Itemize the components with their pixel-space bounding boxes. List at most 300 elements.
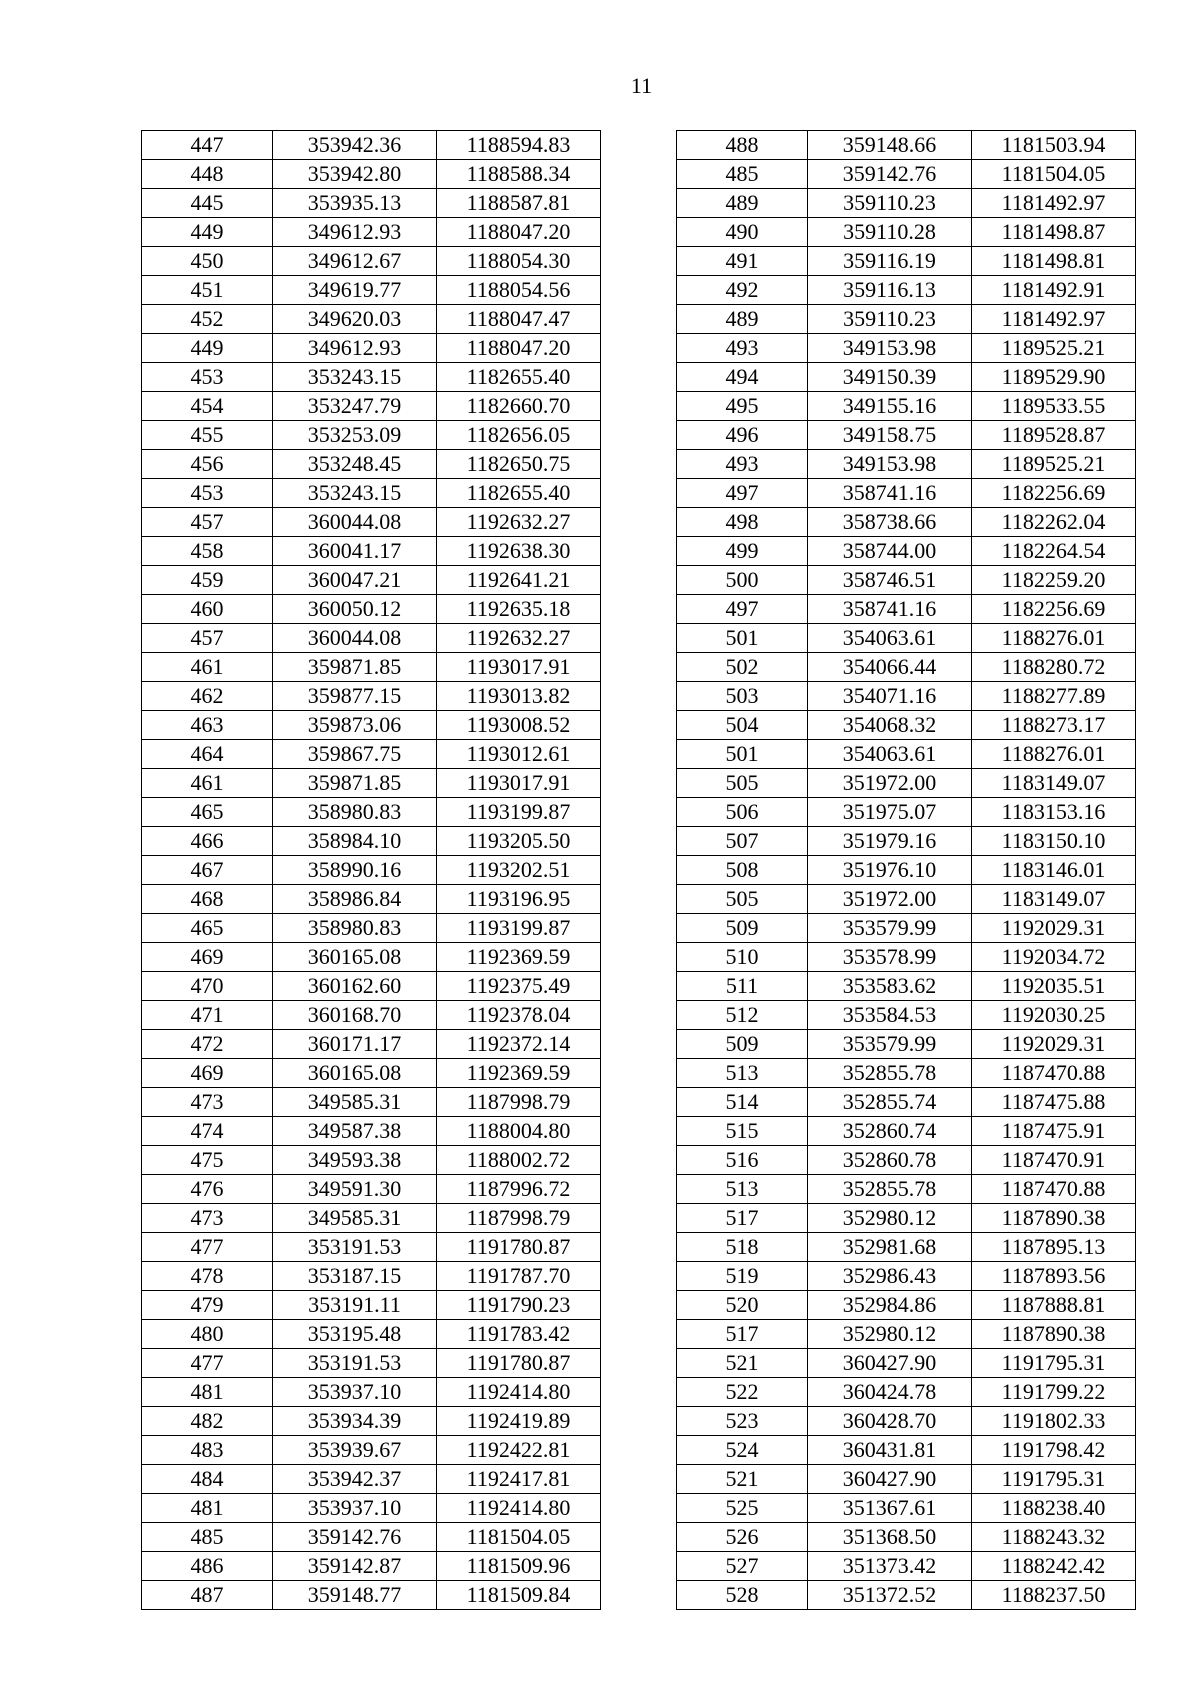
- y-coordinate-cell: 1182650.75: [437, 450, 601, 479]
- point-number-cell: 459: [142, 566, 273, 595]
- x-coordinate-cell: 360171.17: [273, 1030, 437, 1059]
- point-number-cell: 471: [142, 1001, 273, 1030]
- x-coordinate-cell: 349593.38: [273, 1146, 437, 1175]
- table-row: [142, 1059, 601, 1088]
- point-number-cell: 507: [677, 827, 808, 856]
- y-coordinate-cell: 1191798.42: [972, 1436, 1136, 1465]
- y-coordinate-cell: 1187996.72: [437, 1175, 601, 1204]
- table-row: [677, 1378, 1136, 1407]
- x-coordinate-cell: 360047.21: [273, 566, 437, 595]
- x-coordinate-cell: 360050.12: [273, 595, 437, 624]
- y-coordinate-cell: 1192414.80: [437, 1494, 601, 1523]
- point-number-cell: 511: [677, 972, 808, 1001]
- x-coordinate-cell: 358980.83: [273, 914, 437, 943]
- x-coordinate-cell: 360424.78: [808, 1378, 972, 1407]
- x-coordinate-cell: 358984.10: [273, 827, 437, 856]
- x-coordinate-cell: 353579.99: [808, 1030, 972, 1059]
- x-coordinate-cell: 353247.79: [273, 392, 437, 421]
- table-row: [677, 624, 1136, 653]
- y-coordinate-cell: 1192422.81: [437, 1436, 601, 1465]
- y-coordinate-cell: 1188594.83: [437, 131, 601, 160]
- y-coordinate-cell: 1183153.16: [972, 798, 1136, 827]
- table-row: [142, 247, 601, 276]
- point-number-cell: 524: [677, 1436, 808, 1465]
- x-coordinate-cell: 351976.10: [808, 856, 972, 885]
- table-row: [142, 1030, 601, 1059]
- x-coordinate-cell: 352855.78: [808, 1059, 972, 1088]
- y-coordinate-cell: 1193017.91: [437, 769, 601, 798]
- point-number-cell: 481: [142, 1378, 273, 1407]
- point-number-cell: 525: [677, 1494, 808, 1523]
- x-coordinate-cell: 358986.84: [273, 885, 437, 914]
- point-number-cell: 518: [677, 1233, 808, 1262]
- y-coordinate-cell: 1188277.89: [972, 682, 1136, 711]
- y-coordinate-cell: 1188047.20: [437, 334, 601, 363]
- x-coordinate-cell: 353942.80: [273, 160, 437, 189]
- table-row: [677, 1552, 1136, 1581]
- y-coordinate-cell: 1188238.40: [972, 1494, 1136, 1523]
- point-number-cell: 455: [142, 421, 273, 450]
- table-row: [142, 1001, 601, 1030]
- y-coordinate-cell: 1192378.04: [437, 1001, 601, 1030]
- x-coordinate-cell: 353195.48: [273, 1320, 437, 1349]
- y-coordinate-cell: 1187470.88: [972, 1175, 1136, 1204]
- point-number-cell: 503: [677, 682, 808, 711]
- x-coordinate-cell: 360427.90: [808, 1465, 972, 1494]
- x-coordinate-cell: 360427.90: [808, 1349, 972, 1378]
- y-coordinate-cell: 1187998.79: [437, 1204, 601, 1233]
- x-coordinate-cell: 349158.75: [808, 421, 972, 450]
- x-coordinate-cell: 352980.12: [808, 1204, 972, 1233]
- point-number-cell: 466: [142, 827, 273, 856]
- y-coordinate-cell: 1188047.47: [437, 305, 601, 334]
- point-number-cell: 472: [142, 1030, 273, 1059]
- point-number-cell: 449: [142, 218, 273, 247]
- table-row: [677, 218, 1136, 247]
- point-number-cell: 448: [142, 160, 273, 189]
- x-coordinate-cell: 359142.76: [273, 1523, 437, 1552]
- point-number-cell: 494: [677, 363, 808, 392]
- table-row: [142, 1581, 601, 1610]
- table-row: [677, 537, 1136, 566]
- table-row: [142, 740, 601, 769]
- point-number-cell: 488: [677, 131, 808, 160]
- table-row: [142, 1552, 601, 1581]
- table-row: [677, 1407, 1136, 1436]
- x-coordinate-cell: 349585.31: [273, 1204, 437, 1233]
- table-row: [142, 1494, 601, 1523]
- point-number-cell: 493: [677, 334, 808, 363]
- y-coordinate-cell: 1188588.34: [437, 160, 601, 189]
- y-coordinate-cell: 1181504.05: [437, 1523, 601, 1552]
- table-row: [677, 885, 1136, 914]
- table-row: [677, 566, 1136, 595]
- table-row: [677, 653, 1136, 682]
- table-row: [142, 1465, 601, 1494]
- table-row: [142, 450, 601, 479]
- y-coordinate-cell: 1181492.91: [972, 276, 1136, 305]
- x-coordinate-cell: 358746.51: [808, 566, 972, 595]
- y-coordinate-cell: 1192369.59: [437, 943, 601, 972]
- x-coordinate-cell: 360165.08: [273, 943, 437, 972]
- point-number-cell: 476: [142, 1175, 273, 1204]
- table-row: [142, 624, 601, 653]
- table-row: [142, 160, 601, 189]
- point-number-cell: 505: [677, 769, 808, 798]
- point-number-cell: 517: [677, 1320, 808, 1349]
- x-coordinate-cell: 352981.68: [808, 1233, 972, 1262]
- y-coordinate-cell: 1192414.80: [437, 1378, 601, 1407]
- y-coordinate-cell: 1189525.21: [972, 334, 1136, 363]
- table-row: [677, 1494, 1136, 1523]
- table-row: [677, 1175, 1136, 1204]
- point-number-cell: 457: [142, 624, 273, 653]
- y-coordinate-cell: 1181492.97: [972, 305, 1136, 334]
- y-coordinate-cell: 1192034.72: [972, 943, 1136, 972]
- y-coordinate-cell: 1192632.27: [437, 624, 601, 653]
- point-number-cell: 492: [677, 276, 808, 305]
- y-coordinate-cell: 1191780.87: [437, 1233, 601, 1262]
- y-coordinate-cell: 1192372.14: [437, 1030, 601, 1059]
- y-coordinate-cell: 1188242.42: [972, 1552, 1136, 1581]
- point-number-cell: 477: [142, 1349, 273, 1378]
- point-number-cell: 461: [142, 769, 273, 798]
- x-coordinate-cell: 352980.12: [808, 1320, 972, 1349]
- table-row: [677, 682, 1136, 711]
- point-number-cell: 516: [677, 1146, 808, 1175]
- point-number-cell: 484: [142, 1465, 273, 1494]
- table-row: [142, 276, 601, 305]
- y-coordinate-cell: 1181509.96: [437, 1552, 601, 1581]
- y-coordinate-cell: 1187895.13: [972, 1233, 1136, 1262]
- table-row: [677, 1117, 1136, 1146]
- table-row: [677, 1349, 1136, 1378]
- table-row: [142, 856, 601, 885]
- x-coordinate-cell: 354066.44: [808, 653, 972, 682]
- table-row: [142, 1407, 601, 1436]
- y-coordinate-cell: 1187893.56: [972, 1262, 1136, 1291]
- point-number-cell: 513: [677, 1059, 808, 1088]
- x-coordinate-cell: 352986.43: [808, 1262, 972, 1291]
- table-row: [677, 798, 1136, 827]
- point-number-cell: 512: [677, 1001, 808, 1030]
- table-row: [142, 537, 601, 566]
- x-coordinate-cell: 351979.16: [808, 827, 972, 856]
- table-row: [142, 972, 601, 1001]
- x-coordinate-cell: 353191.53: [273, 1349, 437, 1378]
- point-number-cell: 489: [677, 305, 808, 334]
- y-coordinate-cell: 1189525.21: [972, 450, 1136, 479]
- x-coordinate-cell: 354068.32: [808, 711, 972, 740]
- table-row: [142, 885, 601, 914]
- table-row: [677, 1581, 1136, 1610]
- table-row: [142, 1117, 601, 1146]
- y-coordinate-cell: 1188054.30: [437, 247, 601, 276]
- y-coordinate-cell: 1181509.84: [437, 1581, 601, 1610]
- point-number-cell: 445: [142, 189, 273, 218]
- x-coordinate-cell: 353191.11: [273, 1291, 437, 1320]
- table-row: [142, 363, 601, 392]
- point-number-cell: 477: [142, 1233, 273, 1262]
- y-coordinate-cell: 1188276.01: [972, 624, 1136, 653]
- x-coordinate-cell: 354063.61: [808, 624, 972, 653]
- y-coordinate-cell: 1192030.25: [972, 1001, 1136, 1030]
- x-coordinate-cell: 351372.52: [808, 1581, 972, 1610]
- y-coordinate-cell: 1181503.94: [972, 131, 1136, 160]
- table-row: [677, 305, 1136, 334]
- table-row: [677, 1523, 1136, 1552]
- x-coordinate-cell: 353253.09: [273, 421, 437, 450]
- x-coordinate-cell: 352855.74: [808, 1088, 972, 1117]
- point-number-cell: 481: [142, 1494, 273, 1523]
- point-number-cell: 504: [677, 711, 808, 740]
- x-coordinate-cell: 358741.16: [808, 595, 972, 624]
- point-number-cell: 501: [677, 740, 808, 769]
- table-row: [142, 1349, 601, 1378]
- y-coordinate-cell: 1188243.32: [972, 1523, 1136, 1552]
- table-row: [677, 1233, 1136, 1262]
- y-coordinate-cell: 1187890.38: [972, 1320, 1136, 1349]
- x-coordinate-cell: 351368.50: [808, 1523, 972, 1552]
- x-coordinate-cell: 360428.70: [808, 1407, 972, 1436]
- point-number-cell: 478: [142, 1262, 273, 1291]
- point-number-cell: 485: [677, 160, 808, 189]
- point-number-cell: 497: [677, 595, 808, 624]
- x-coordinate-cell: 359110.23: [808, 189, 972, 218]
- table-row: [142, 479, 601, 508]
- x-coordinate-cell: 359116.19: [808, 247, 972, 276]
- point-number-cell: 483: [142, 1436, 273, 1465]
- point-number-cell: 460: [142, 595, 273, 624]
- point-number-cell: 490: [677, 218, 808, 247]
- table-row: [677, 1320, 1136, 1349]
- y-coordinate-cell: 1187475.88: [972, 1088, 1136, 1117]
- table-row: [677, 1262, 1136, 1291]
- x-coordinate-cell: 353934.39: [273, 1407, 437, 1436]
- x-coordinate-cell: 349153.98: [808, 334, 972, 363]
- table-row: [677, 363, 1136, 392]
- table-row: [677, 1465, 1136, 1494]
- x-coordinate-cell: 359871.85: [273, 769, 437, 798]
- table-row: [142, 1320, 601, 1349]
- y-coordinate-cell: 1188273.17: [972, 711, 1136, 740]
- x-coordinate-cell: 353937.10: [273, 1494, 437, 1523]
- y-coordinate-cell: 1187470.91: [972, 1146, 1136, 1175]
- table-row: [677, 856, 1136, 885]
- table-row: [677, 160, 1136, 189]
- y-coordinate-cell: 1193205.50: [437, 827, 601, 856]
- y-coordinate-cell: 1191783.42: [437, 1320, 601, 1349]
- table-row: [677, 131, 1136, 160]
- x-coordinate-cell: 353942.36: [273, 131, 437, 160]
- table-row: [142, 1204, 601, 1233]
- table-row: [142, 305, 601, 334]
- table-row: [677, 508, 1136, 537]
- y-coordinate-cell: 1192419.89: [437, 1407, 601, 1436]
- point-number-cell: 452: [142, 305, 273, 334]
- x-coordinate-cell: 349612.93: [273, 334, 437, 363]
- table-row: [677, 943, 1136, 972]
- x-coordinate-cell: 359148.77: [273, 1581, 437, 1610]
- table-row: [142, 1262, 601, 1291]
- x-coordinate-cell: 360168.70: [273, 1001, 437, 1030]
- y-coordinate-cell: 1181492.97: [972, 189, 1136, 218]
- y-coordinate-cell: 1192029.31: [972, 914, 1136, 943]
- point-number-cell: 509: [677, 1030, 808, 1059]
- point-number-cell: 461: [142, 653, 273, 682]
- table-row: [142, 798, 601, 827]
- y-coordinate-cell: 1188280.72: [972, 653, 1136, 682]
- table-row: [142, 1088, 601, 1117]
- point-number-cell: 469: [142, 1059, 273, 1088]
- point-number-cell: 523: [677, 1407, 808, 1436]
- point-number-cell: 450: [142, 247, 273, 276]
- y-coordinate-cell: 1188002.72: [437, 1146, 601, 1175]
- x-coordinate-cell: 360044.08: [273, 508, 437, 537]
- point-number-cell: 514: [677, 1088, 808, 1117]
- y-coordinate-cell: 1191799.22: [972, 1378, 1136, 1407]
- y-coordinate-cell: 1188054.56: [437, 276, 601, 305]
- x-coordinate-cell: 349150.39: [808, 363, 972, 392]
- x-coordinate-cell: 360044.08: [273, 624, 437, 653]
- table-row: [677, 189, 1136, 218]
- point-number-cell: 469: [142, 943, 273, 972]
- table-row: [142, 914, 601, 943]
- y-coordinate-cell: 1189529.90: [972, 363, 1136, 392]
- table-row: [677, 1088, 1136, 1117]
- point-number-cell: 489: [677, 189, 808, 218]
- table-row: [142, 1378, 601, 1407]
- point-number-cell: 508: [677, 856, 808, 885]
- y-coordinate-cell: 1191780.87: [437, 1349, 601, 1378]
- point-number-cell: 517: [677, 1204, 808, 1233]
- y-coordinate-cell: 1193017.91: [437, 653, 601, 682]
- point-number-cell: 510: [677, 943, 808, 972]
- y-coordinate-cell: 1188004.80: [437, 1117, 601, 1146]
- table-row: [677, 740, 1136, 769]
- x-coordinate-cell: 351373.42: [808, 1552, 972, 1581]
- table-row: [677, 1204, 1136, 1233]
- x-coordinate-cell: 359142.76: [808, 160, 972, 189]
- point-number-cell: 457: [142, 508, 273, 537]
- table-row: [142, 769, 601, 798]
- x-coordinate-cell: 359867.75: [273, 740, 437, 769]
- point-number-cell: 515: [677, 1117, 808, 1146]
- y-coordinate-cell: 1191802.33: [972, 1407, 1136, 1436]
- table-row: [142, 653, 601, 682]
- y-coordinate-cell: 1183149.07: [972, 885, 1136, 914]
- table-row: [142, 131, 601, 160]
- x-coordinate-cell: 360165.08: [273, 1059, 437, 1088]
- point-number-cell: 473: [142, 1204, 273, 1233]
- x-coordinate-cell: 349612.67: [273, 247, 437, 276]
- table-row: [142, 1291, 601, 1320]
- x-coordinate-cell: 359142.87: [273, 1552, 437, 1581]
- table-row: [142, 1523, 601, 1552]
- table-row: [677, 1146, 1136, 1175]
- x-coordinate-cell: 359148.66: [808, 131, 972, 160]
- point-number-cell: 453: [142, 479, 273, 508]
- point-number-cell: 479: [142, 1291, 273, 1320]
- y-coordinate-cell: 1182655.40: [437, 479, 601, 508]
- table-row: [677, 247, 1136, 276]
- point-number-cell: 447: [142, 131, 273, 160]
- table-row: [677, 334, 1136, 363]
- point-number-cell: 509: [677, 914, 808, 943]
- point-number-cell: 475: [142, 1146, 273, 1175]
- table-row: [677, 972, 1136, 1001]
- x-coordinate-cell: 351972.00: [808, 769, 972, 798]
- y-coordinate-cell: 1192635.18: [437, 595, 601, 624]
- point-number-cell: 521: [677, 1349, 808, 1378]
- table-row: [142, 595, 601, 624]
- x-coordinate-cell: 351367.61: [808, 1494, 972, 1523]
- table-row: [677, 827, 1136, 856]
- x-coordinate-cell: 353583.62: [808, 972, 972, 1001]
- table-row: [142, 827, 601, 856]
- point-number-cell: 462: [142, 682, 273, 711]
- point-number-cell: 458: [142, 537, 273, 566]
- table-row: [677, 711, 1136, 740]
- x-coordinate-cell: 359871.85: [273, 653, 437, 682]
- y-coordinate-cell: 1193199.87: [437, 914, 601, 943]
- y-coordinate-cell: 1191787.70: [437, 1262, 601, 1291]
- x-coordinate-cell: 352984.86: [808, 1291, 972, 1320]
- y-coordinate-cell: 1192638.30: [437, 537, 601, 566]
- point-number-cell: 474: [142, 1117, 273, 1146]
- coordinates-table-right: [676, 130, 1136, 1610]
- coordinates-table-left: [141, 130, 601, 1610]
- point-number-cell: 453: [142, 363, 273, 392]
- y-coordinate-cell: 1191795.31: [972, 1349, 1136, 1378]
- y-coordinate-cell: 1191790.23: [437, 1291, 601, 1320]
- table-row: [142, 1146, 601, 1175]
- table-row: [677, 914, 1136, 943]
- y-coordinate-cell: 1192632.27: [437, 508, 601, 537]
- x-coordinate-cell: 352860.74: [808, 1117, 972, 1146]
- y-coordinate-cell: 1192641.21: [437, 566, 601, 595]
- point-number-cell: 482: [142, 1407, 273, 1436]
- x-coordinate-cell: 354071.16: [808, 682, 972, 711]
- x-coordinate-cell: 353579.99: [808, 914, 972, 943]
- y-coordinate-cell: 1187998.79: [437, 1088, 601, 1117]
- table-row: [142, 711, 601, 740]
- y-coordinate-cell: 1192369.59: [437, 1059, 601, 1088]
- point-number-cell: 487: [142, 1581, 273, 1610]
- y-coordinate-cell: 1192375.49: [437, 972, 601, 1001]
- y-coordinate-cell: 1189528.87: [972, 421, 1136, 450]
- point-number-cell: 520: [677, 1291, 808, 1320]
- point-number-cell: 528: [677, 1581, 808, 1610]
- point-number-cell: 467: [142, 856, 273, 885]
- x-coordinate-cell: 353578.99: [808, 943, 972, 972]
- point-number-cell: 513: [677, 1175, 808, 1204]
- y-coordinate-cell: 1183149.07: [972, 769, 1136, 798]
- point-number-cell: 498: [677, 508, 808, 537]
- point-number-cell: 496: [677, 421, 808, 450]
- table-row: [677, 276, 1136, 305]
- y-coordinate-cell: 1181504.05: [972, 160, 1136, 189]
- y-coordinate-cell: 1193202.51: [437, 856, 601, 885]
- x-coordinate-cell: 359873.06: [273, 711, 437, 740]
- y-coordinate-cell: 1192417.81: [437, 1465, 601, 1494]
- x-coordinate-cell: 354063.61: [808, 740, 972, 769]
- point-number-cell: 519: [677, 1262, 808, 1291]
- table-row: [677, 595, 1136, 624]
- y-coordinate-cell: 1193199.87: [437, 798, 601, 827]
- y-coordinate-cell: 1191795.31: [972, 1465, 1136, 1494]
- point-number-cell: 473: [142, 1088, 273, 1117]
